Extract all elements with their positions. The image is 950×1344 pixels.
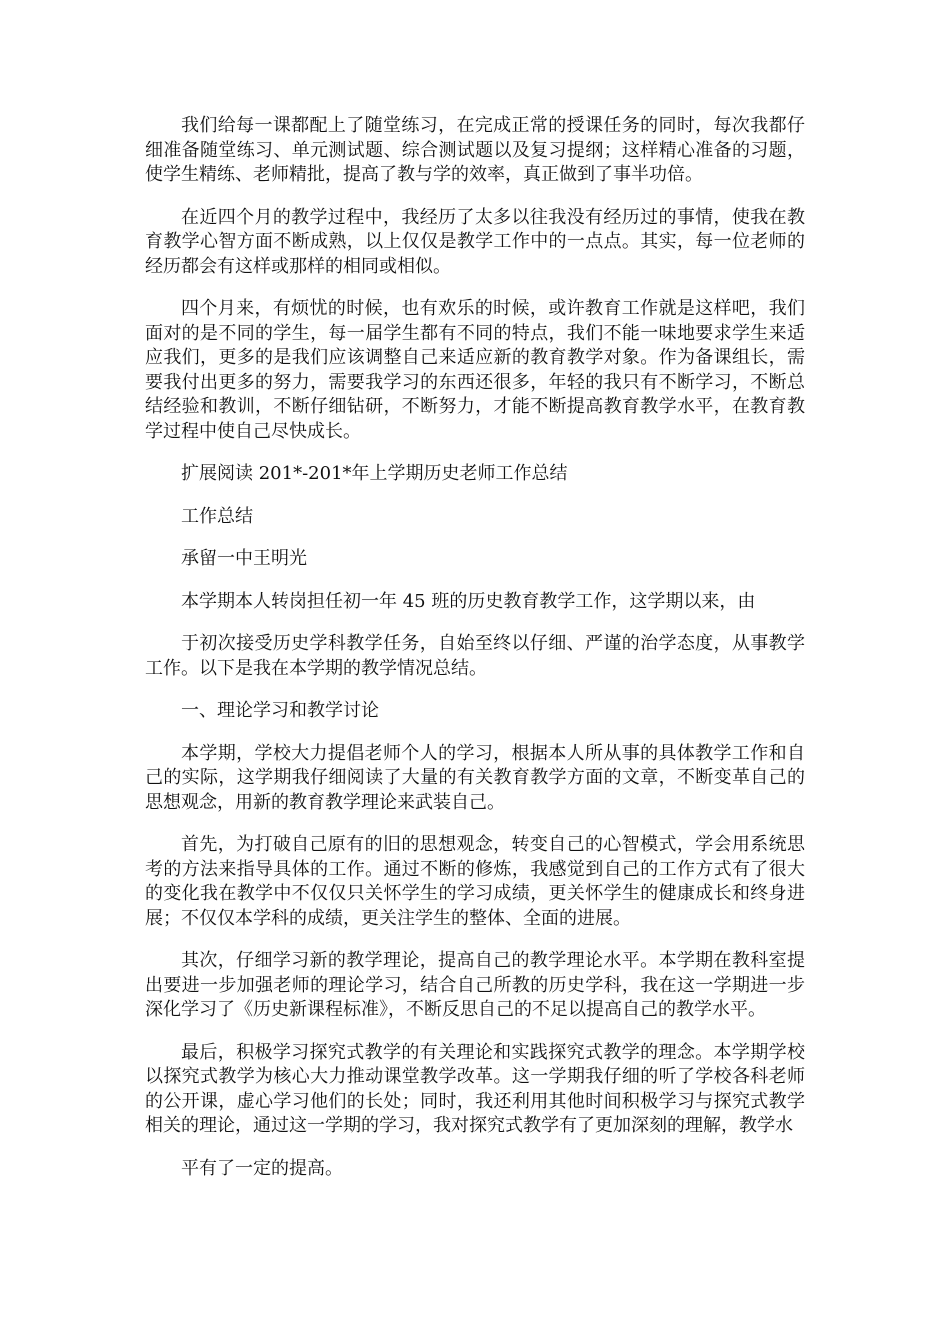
paragraph-first: 首先，为打破自己原有的旧的思想观念，转变自己的心智模式，学会用系统思考的方法来指导具体的工作。通过不断的修炼，我感觉到自己的工作方式有了很大的变化我在教学中不仅仅只关怀学生的学习成绩，更关怀学生的健康成长和终身进展；不仅仅本学科的成绩，更关注学生的整体、全面的进展。: [145, 834, 805, 929]
work-summary-title: 工作总结: [181, 505, 253, 527]
author-line: 承留一中王明光: [181, 548, 307, 569]
paragraph-finally: 最后，积极学习探究式教学的有关理论和实践探究式教学的理念。本学期学校以探究式教学为核心大力推动课堂教学改革。这一学期我仔细的听了学校各科老师的公开课，虚心学习他们的长处；同时，我还利用其他时间积极学习与探究式教学相关的理论，通过这一学期的学习，我对探究式教学有了更加深刻的理解，教学水: [145, 1041, 805, 1136]
document-body: [145, 114, 805, 1199]
paragraph-four-months-experience: 在近四个月的教学过程中，我经历了太多以往我没有经历过的事情，使我在教育教学心智方面不断成熟，以上仅仅是教学工作中的一点点。其实，每一位老师的经历都会有这样或那样的相同或相似。: [145, 206, 805, 277]
paragraph-practice-exercises: 我们给每一课都配上了随堂练习，在完成正常的授课任务的同时，每次我都仔细准备随堂练习、单元测试题、综合测试题以及复习提纲；这样精心准备的习题，使学生精练、老师精批，提高了教与学的效率，真正做到了事半功倍。: [145, 115, 805, 185]
section-heading-theory-study: 一、理论学习和教学讨论: [181, 700, 379, 721]
paragraph-semester-intro-continued: 于初次接受历史学科教学任务，自始至终以仔细、严谨的治学态度，从事教学工作。以下是我在本学期的教学情况总结。: [145, 633, 805, 679]
paragraph-four-months-reflection: 四个月来，有烦忧的时候，也有欢乐的时候，或许教育工作就是这样吧，我们面对的是不同的学生，每一届学生都有不同的特点，我们不能一味地要求学生来适应我们，更多的是我们应该调整自己来适应新的教育教学对象。作为备课组长，需要我付出更多的努力，需要我学习的东西还很多，年轻的我只有不断学习，不断总结经验和教训，不断仔细钻研，不断努力，才能不断提高教育教学水平，在教育教学过程中使自己尽快成长。: [145, 298, 805, 442]
paragraph-closing-line: 平有了一定的提高。: [181, 1157, 343, 1179]
paragraph-semester-intro: 本学期本人转岗担任初一年 45 班的历史教育教学工作，这学期以来，由: [181, 590, 756, 612]
paragraph-theory-study: 本学期，学校大力提倡老师个人的学习，根据本人所从事的具体教学工作和自己的实际，这学期我仔细阅读了大量的有关教育教学方面的文章，不断变革自己的思想观念，用新的教育教学理论来武装自己。: [145, 742, 805, 813]
paragraph-second: 其次，仔细学习新的教学理论，提高自己的教学理论水平。本学期在教科室提出要进一步加强老师的理论学习，结合自己所教的历史学科，我在这一学期进一步深化学习了《历史新课程标准》，不断反思自己的不足以提高自己的教学水平。: [145, 950, 805, 1020]
extended-reading-heading: 扩展阅读 201*-201*年上学期历史老师工作总结: [181, 463, 568, 484]
